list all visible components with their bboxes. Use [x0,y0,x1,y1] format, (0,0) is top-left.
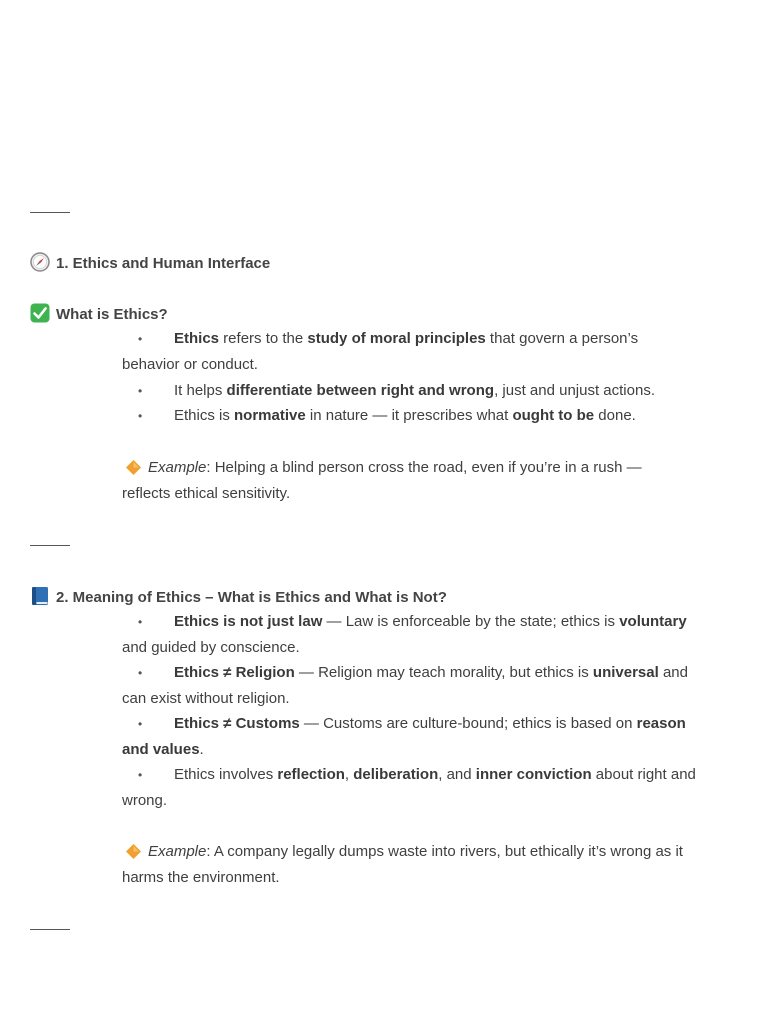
bullet-marker: • [138,409,143,423]
section-1-title: 1. Ethics and Human Interface [56,255,271,272]
bold-text: Ethics ≠ Customs [174,715,300,732]
bold-text: reason [636,715,686,732]
text: and [658,664,688,681]
bold-text: voluntary [619,613,687,630]
s1-bullet-1-continuation: behavior or conduct. [122,356,258,373]
s1-bullet-1 [174,329,638,349]
s2-example [125,842,683,866]
text: about right and [591,766,696,783]
bold-text: inner conviction [475,766,592,783]
text: that govern a person’s [485,330,639,347]
example-label: Example [148,843,207,860]
bullet-marker: • [138,332,143,346]
bold-text: study of moral principles [307,330,486,347]
s2-bullet-2-continuation: can exist without religion. [122,690,290,707]
bold-text: Ethics ≠ Religion [174,664,295,681]
s2-bullet-3 [174,714,686,734]
blue-book-icon [30,586,50,612]
bullet-marker: • [138,615,143,629]
bullet-marker: • [138,666,143,680]
s2-bullet-1 [174,612,687,632]
check-mark-button-icon [30,303,50,329]
bullet-marker: • [138,768,143,782]
s2-bullet-1-continuation: and guided by conscience. [122,639,300,656]
text: Ethics involves [174,766,278,783]
bold-text: Ethics is not just law [174,613,323,630]
bullet-marker: • [138,717,143,731]
s2-bullet-4 [174,765,696,785]
compass-icon [30,252,50,278]
s1-example [125,458,642,482]
s2-bullet-2 [174,663,688,683]
bold-text: differentiate between right and wrong [226,382,495,399]
bold-text: universal [592,664,659,681]
bullet-marker: • [138,384,143,398]
divider-2 [30,545,70,546]
s1-example-continuation: reflects ethical sensitivity. [122,485,291,502]
bold-text: and values [122,741,200,758]
text: — Customs are culture-bound; ethics is based on [299,715,637,732]
text: : Helping a blind person cross the road, even if you’re in a rush — [206,459,642,476]
text: , and [438,766,476,783]
text: Ethics is [174,407,235,424]
example-label: Example [148,459,207,476]
subsection-heading [30,303,168,329]
divider-3 [30,929,70,930]
s2-bullet-3-continuation [122,740,204,760]
bold-text: normative [234,407,306,424]
s2-bullet-4-continuation: wrong. [122,792,168,809]
s2-example-continuation: harms the environment. [122,869,280,886]
text: . [199,741,204,758]
s1-bullet-3 [174,406,636,426]
s1-bullet-2 [174,381,655,401]
text: refers to the [219,330,308,347]
text: , [344,766,354,783]
bold-text: Ethics [174,330,220,347]
text: in nature — it prescribes what [305,407,513,424]
text: : A company legally dumps waste into rivers, but ethically it’s wrong as it [206,843,683,860]
divider-1 [30,212,70,213]
section-2-title: 2. Meaning of Ethics – What is Ethics and What is Not? [56,589,447,606]
text: It helps [174,382,227,399]
section-1-heading [30,252,270,278]
orange-diamond-icon [125,843,142,866]
text: — Religion may teach morality, but ethics is [294,664,593,681]
bold-text: ought to be [512,407,595,424]
bold-text: reflection [277,766,345,783]
text: done. [594,407,636,424]
text: , just and unjust actions. [494,382,655,399]
section-2-heading [30,586,447,612]
bold-text: deliberation [353,766,439,783]
subsection-title: What is Ethics? [56,306,168,323]
text: — Law is enforceable by the state; ethics is [322,613,620,630]
orange-diamond-icon [125,459,142,482]
